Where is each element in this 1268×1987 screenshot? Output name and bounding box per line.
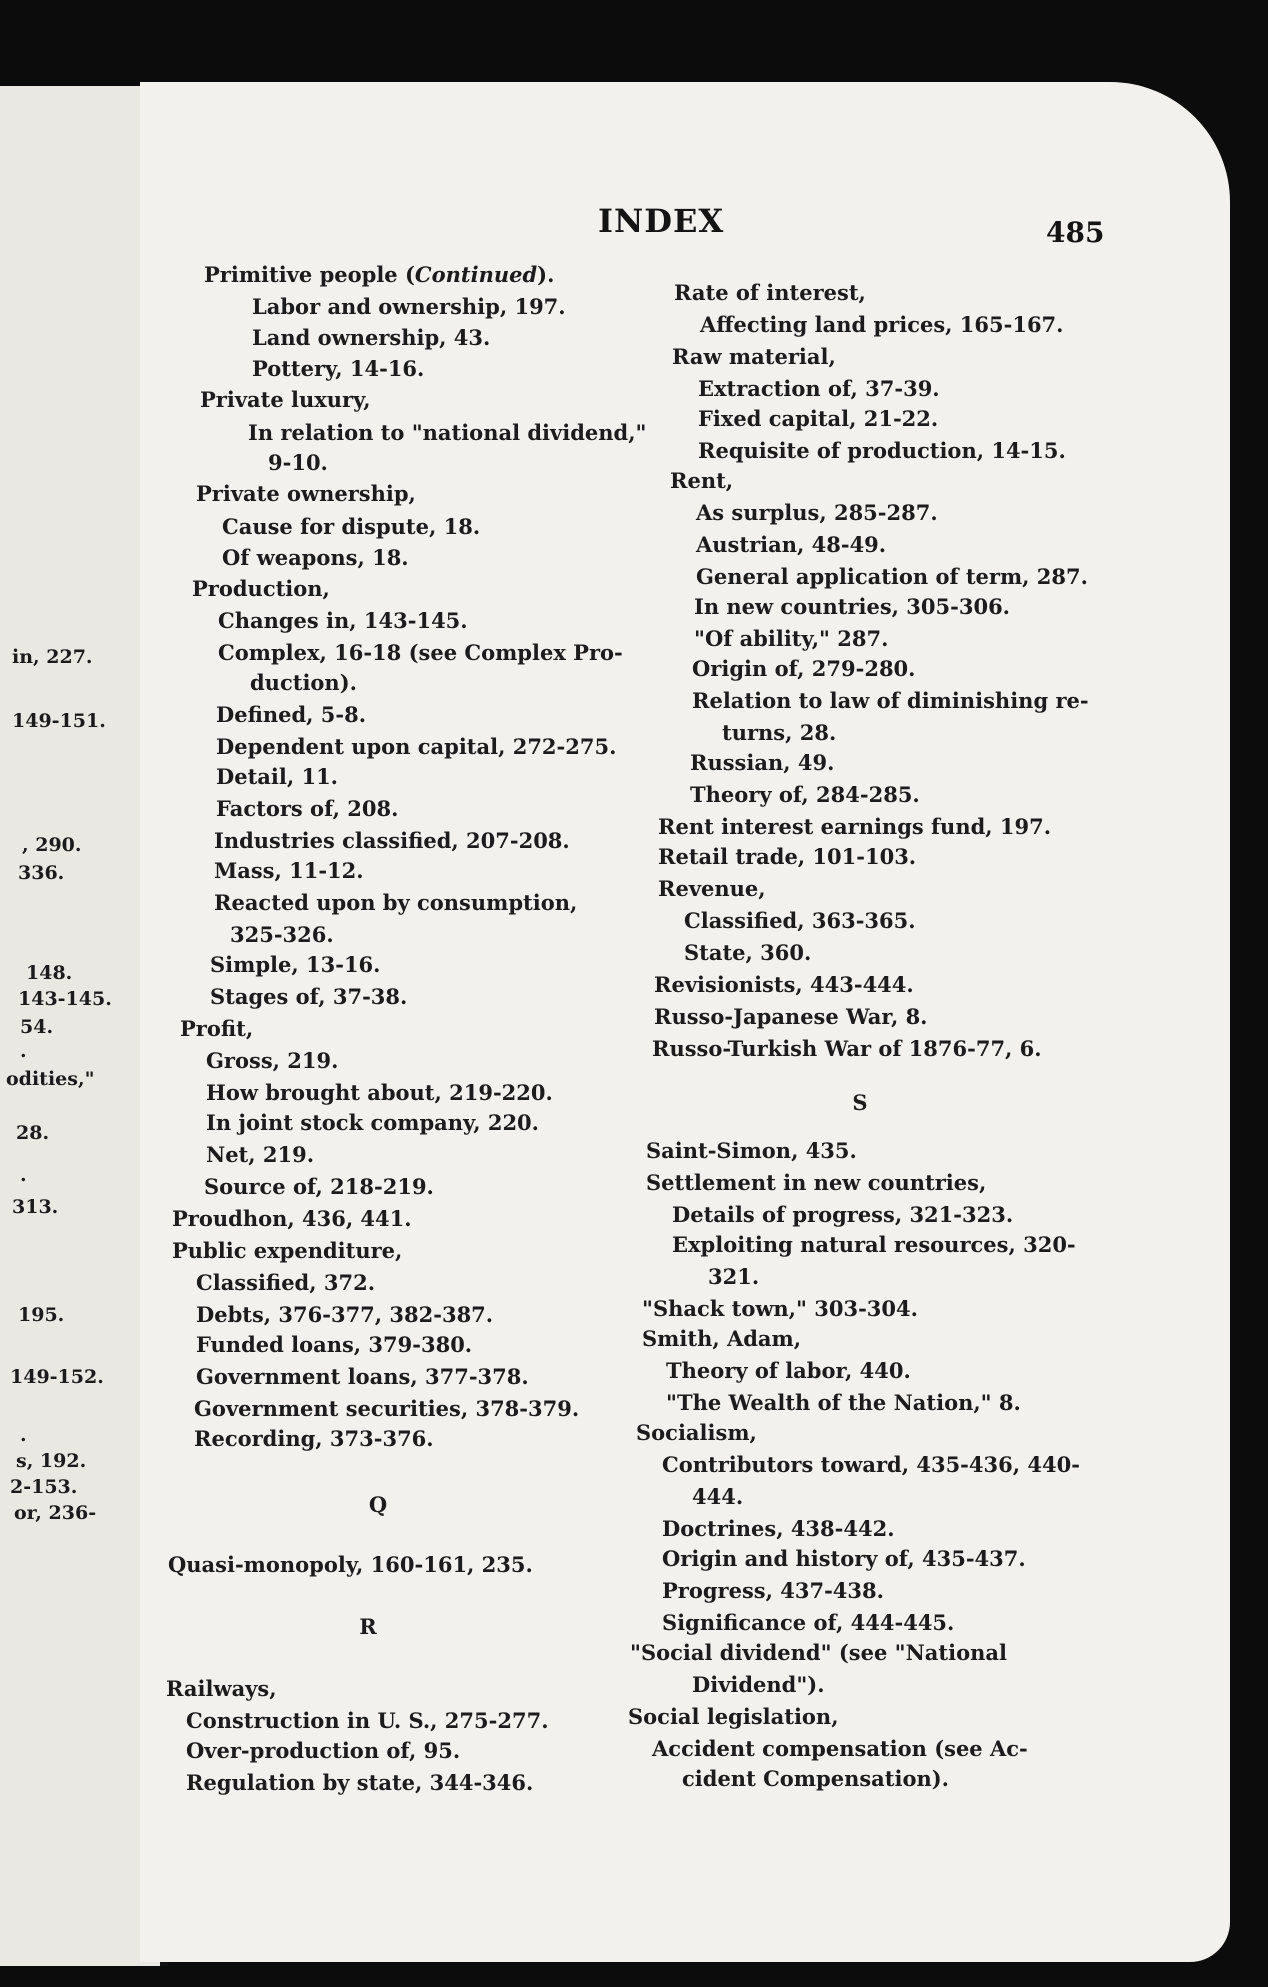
section-letter: S — [852, 1090, 868, 1115]
index-heading: Social legislation, — [628, 1704, 839, 1729]
index-subentry: Regulation by state, 344-346. — [186, 1770, 534, 1795]
index-subentry: Exploiting natural resources, 320- — [672, 1232, 1076, 1257]
index-subentry: Debts, 376-377, 382-387. — [196, 1302, 494, 1327]
index-subentry: Progress, 437-438. — [662, 1578, 884, 1603]
index-heading: Proudhon, 436, 441. — [172, 1206, 412, 1231]
index-heading: Revenue, — [658, 876, 766, 901]
fragment: 54. — [20, 1016, 54, 1038]
index-heading: Russo-Turkish War of 1876-77, 6. — [652, 1036, 1042, 1061]
index-subentry: In relation to "national dividend," — [248, 420, 647, 445]
fragment: in, 227. — [12, 646, 93, 668]
index-heading: Quasi-monopoly, 160-161, 235. — [168, 1552, 533, 1577]
index-subentry: Theory of, 284-285. — [690, 782, 920, 807]
index-subentry: Factors of, 208. — [216, 796, 399, 821]
index-heading: Raw material, — [672, 344, 836, 369]
fragment: . — [20, 1040, 27, 1062]
index-subentry: Source of, 218-219. — [204, 1174, 434, 1199]
index-subentry: Cause for dispute, 18. — [222, 514, 481, 539]
index-subentry: Gross, 219. — [206, 1048, 339, 1073]
index-heading: Production, — [192, 576, 330, 601]
index-subentry: Russian, 49. — [690, 750, 835, 775]
fragment: 149-151. — [12, 710, 106, 732]
fragment: . — [20, 1424, 27, 1446]
index-subentry: Theory of labor, 440. — [666, 1358, 911, 1383]
index-subentry: Simple, 13-16. — [210, 952, 381, 977]
index-continuation: 325-326. — [230, 922, 334, 947]
index-subentry: Origin and history of, 435-437. — [662, 1546, 1026, 1571]
index-subentry: Construction in U. S., 275-277. — [186, 1708, 549, 1733]
index-subentry: Austrian, 48-49. — [696, 532, 887, 557]
fragment: or, 236- — [14, 1502, 97, 1524]
section-letter: Q — [368, 1492, 388, 1517]
index-column-right — [630, 280, 1090, 1800]
index-subentry: "Of ability," 287. — [694, 626, 889, 651]
fragment: 148. — [26, 962, 73, 984]
index-heading: Rate of interest, — [674, 280, 866, 305]
fragment: , 290. — [22, 834, 82, 856]
index-heading: Private ownership, — [196, 481, 416, 506]
fragment: 2-153. — [10, 1476, 78, 1498]
index-heading: Public expenditure, — [172, 1238, 403, 1263]
index-subentry: Reacted upon by consumption, — [214, 890, 578, 915]
index-heading: Rent interest earnings fund, 197. — [658, 814, 1052, 839]
index-subentry: Of weapons, 18. — [222, 545, 409, 570]
index-subentry: Changes in, 143-145. — [218, 608, 468, 633]
index-heading: Socialism, — [636, 1420, 757, 1445]
continued-label: Continued — [414, 262, 538, 287]
index-continuation: turns, 28. — [722, 720, 837, 745]
index-subentry: In joint stock company, 220. — [206, 1110, 539, 1135]
index-heading: Revisionists, 443-444. — [654, 972, 914, 997]
index-continuation: Dividend"). — [692, 1672, 825, 1697]
index-subentry: Requisite of production, 14-15. — [698, 438, 1066, 463]
fragment: 313. — [12, 1196, 59, 1218]
index-heading: Profit, — [180, 1016, 254, 1041]
index-subentry: In new countries, 305-306. — [694, 594, 1010, 619]
index-heading: "Shack town," 303-304. — [642, 1296, 918, 1321]
fragment: odities," — [6, 1068, 95, 1090]
index-heading: Settlement in new countries, — [646, 1170, 987, 1195]
index-continuation: 321. — [708, 1264, 760, 1289]
page-number: 485 — [1046, 216, 1105, 249]
index-subentry: Relation to law of diminishing re- — [692, 688, 1089, 713]
index-continuation: duction). — [250, 670, 357, 695]
index-subentry: Significance of, 444-445. — [662, 1610, 955, 1635]
section-letter: R — [359, 1614, 377, 1639]
fragment: 195. — [18, 1304, 65, 1326]
page-title: INDEX — [598, 202, 725, 240]
fragment: s, 192. — [16, 1450, 87, 1472]
index-heading: Saint-Simon, 435. — [646, 1138, 857, 1163]
index-subentry: Funded loans, 379-380. — [196, 1332, 473, 1357]
index-subentry: Extraction of, 37-39. — [698, 376, 940, 401]
fragment: . — [20, 1164, 27, 1186]
index-subentry: Industries classified, 207-208. — [214, 828, 570, 853]
index-subentry: Classified, 363-365. — [684, 908, 916, 933]
index-subentry: Recording, 373-376. — [194, 1426, 434, 1451]
index-continuation: cident Compensation). — [682, 1766, 949, 1791]
index-subentry: General application of term, 287. — [696, 564, 1088, 589]
index-column-left — [166, 262, 647, 1795]
fragment: 336. — [18, 862, 65, 884]
index-heading: Private luxury, — [200, 387, 371, 412]
index-subentry: State, 360. — [684, 940, 812, 965]
index-subentry: Defined, 5-8. — [216, 702, 367, 727]
index-heading: Primitive people (Continued). — [204, 262, 555, 287]
index-subentry: Over-production of, 95. — [186, 1738, 461, 1763]
index-subentry: Contributors toward, 435-436, 440- — [662, 1452, 1080, 1477]
index-subentry: Complex, 16-18 (see Complex Pro- — [218, 640, 623, 665]
index-subentry: Origin of, 279-280. — [692, 656, 916, 681]
index-subentry: Fixed capital, 21-22. — [698, 406, 939, 431]
index-subentry: Affecting land prices, 165-167. — [700, 312, 1064, 337]
fragment: 149-152. — [10, 1366, 104, 1388]
index-heading: Russo-Japanese War, 8. — [654, 1004, 928, 1029]
index-subentry: Government loans, 377-378. — [196, 1364, 529, 1389]
index-subentry: Government securities, 378-379. — [194, 1396, 580, 1421]
index-heading: "Social dividend" (see "National — [630, 1640, 1007, 1665]
index-subentry: "The Wealth of the Nation," 8. — [666, 1390, 1021, 1415]
index-continuation: 444. — [692, 1484, 744, 1509]
index-subentry: Net, 219. — [206, 1142, 315, 1167]
index-subentry: Doctrines, 438-442. — [662, 1516, 895, 1541]
index-subentry: Dependent upon capital, 272-275. — [216, 734, 617, 759]
index-subentry: Pottery, 14-16. — [252, 356, 425, 381]
index-subentry: Detail, 11. — [216, 764, 338, 789]
index-heading: Railways, — [166, 1676, 277, 1701]
fragment: 28. — [16, 1122, 50, 1144]
index-subentry: Accident compensation (see Ac- — [652, 1736, 1028, 1761]
index-subentry: Classified, 372. — [196, 1270, 376, 1295]
index-subentry: Labor and ownership, 197. — [252, 294, 566, 319]
index-subentry: Details of progress, 321-323. — [672, 1202, 1014, 1227]
index-heading: Rent, — [670, 468, 734, 493]
index-subentry: How brought about, 219-220. — [206, 1080, 553, 1105]
index-subentry: Mass, 11-12. — [214, 858, 364, 883]
index-heading: Smith, Adam, — [642, 1326, 802, 1351]
index-subentry: Land ownership, 43. — [252, 325, 491, 350]
index-continuation: 9-10. — [268, 450, 328, 475]
fragment: 143-145. — [18, 988, 112, 1010]
index-heading: Retail trade, 101-103. — [658, 844, 917, 869]
index-subentry: Stages of, 37-38. — [210, 984, 408, 1009]
index-subentry: As surplus, 285-287. — [696, 500, 938, 525]
